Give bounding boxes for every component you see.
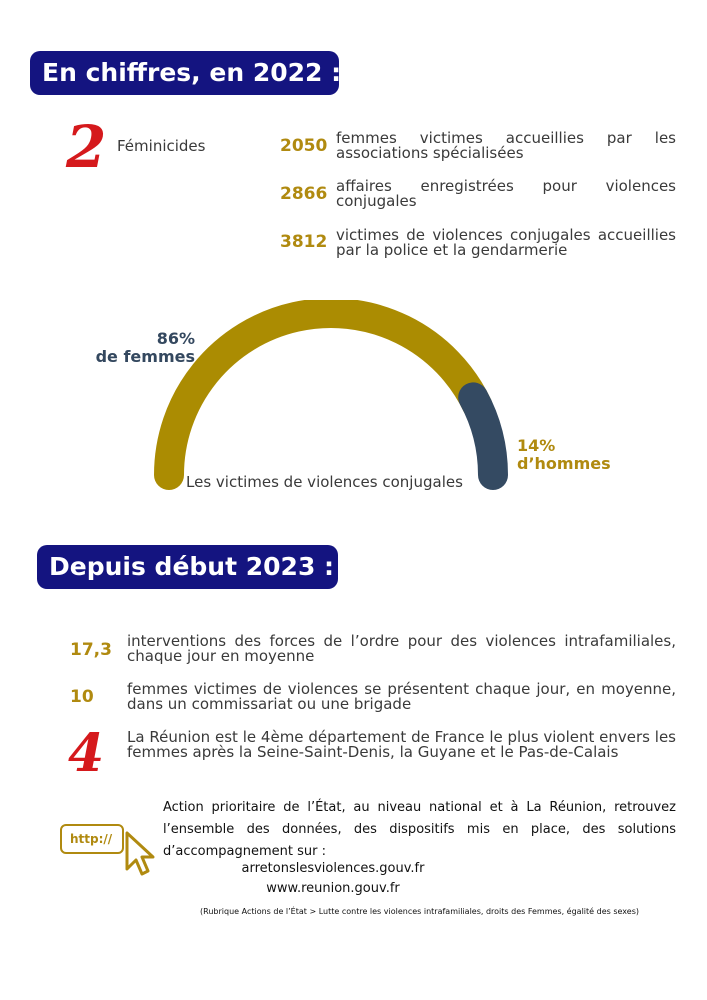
arc-men [473, 397, 493, 475]
url-reunion-gouv[interactable]: www.reunion.gouv.fr [266, 881, 400, 896]
stat-text-2866: affaires enregistrées pour violences conjugales [336, 177, 676, 210]
stat-text-women-daily: femmes victimes de violences se présentent chaque jour, en moyenne, dans un commissariat ou une brigade [127, 680, 676, 713]
stat-value-women-daily: 10 [70, 687, 94, 707]
men-share [517, 437, 611, 473]
stat-value-interventions: 17,3 [70, 640, 112, 660]
info-note: (Rubrique Actions de l’État > Lutte contre les violences intrafamiliales, droits des Femmes, égalité des sexes) [200, 907, 639, 916]
men-label: d’hommes [517, 454, 611, 473]
women-percent: 86% [156, 329, 195, 348]
stat-value-2866: 2866 [280, 184, 328, 204]
url-arretonslesviolences[interactable]: arretonslesviolences.gouv.fr [241, 861, 425, 876]
info-text: Action prioritaire de l’État, au niveau national et à La Réunion, retrouvez l’ensemble des données, des dispositifs mis en place, des solutions d’accompagnement sur : [163, 800, 676, 859]
ranking-text: La Réunion est le 4ème département de France le plus violent envers les femmes après la Seine-Saint-Denis, la Guyane et le Pas-de-Calais [127, 728, 676, 761]
stat-value-3812: 3812 [280, 232, 328, 252]
http-badge: http:// [60, 824, 124, 854]
ranking-number: 4 [68, 723, 105, 784]
feminicides-number: 2 [66, 113, 107, 181]
stat-text-interventions: interventions des forces de l’ordre pour des violences intrafamiliales, chaque jour en moyenne [127, 632, 676, 665]
stat-text-2050: femmes victimes accueillies par les associations spécialisées [336, 129, 676, 162]
section-2022-title: En chiffres, en 2022 : [30, 51, 339, 95]
stat-value-2050: 2050 [280, 136, 328, 156]
women-label: de femmes [95, 347, 195, 366]
women-share [96, 330, 195, 366]
men-percent: 14% [517, 436, 556, 455]
stat-text-3812: victimes de violences conjugales accueillies par la police et la gendarmerie [336, 226, 676, 259]
arc-women [169, 313, 478, 475]
section-2023-title: Depuis début 2023 : [37, 545, 338, 589]
feminicides-label: Féminicides [117, 137, 206, 155]
cursor-icon [123, 829, 155, 879]
chart-title: Les victimes de violences conjugales [186, 473, 463, 491]
